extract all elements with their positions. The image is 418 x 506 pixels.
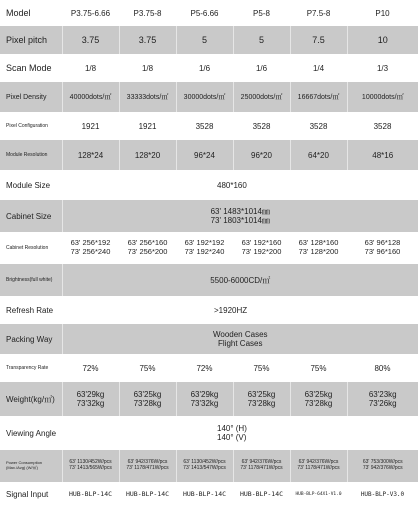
cell: 63' 256*160 73' 256*200 — [119, 232, 176, 264]
row-pixel-pitch — [0, 26, 418, 54]
cell: 1/4 — [290, 54, 347, 82]
row-model — [0, 0, 418, 26]
row-module-size — [0, 170, 418, 200]
row-label: Module Resolution — [0, 140, 62, 170]
cell: 63' 1130/452W/pcs 73' 1413/565W/pcs — [62, 450, 119, 482]
row-pixel-density — [0, 82, 418, 112]
cell: 5 — [176, 26, 233, 54]
model-cell: P3.75-8 — [119, 0, 176, 26]
cell: 63' 192*160 73' 192*200 — [233, 232, 290, 264]
row-weight — [0, 382, 418, 416]
model-cell: P3.75-6.66 — [62, 0, 119, 26]
row-label: Packing Way — [0, 324, 62, 354]
cell: 63' 942/376W/pcs 73' 1178/471W/pcs — [290, 450, 347, 482]
row-cabinet-size — [0, 200, 418, 232]
cell: HUB-BLP-14C — [62, 482, 119, 506]
cell: 63'29kg 73'32kg — [62, 382, 119, 416]
cell: 3.75 — [119, 26, 176, 54]
cell: 10000dots/㎡ — [347, 82, 418, 112]
cell: 63'25kg 73'28kg — [290, 382, 347, 416]
cell: 480*160 — [119, 170, 418, 200]
cell: 72% — [176, 354, 233, 382]
cell: 75% — [233, 354, 290, 382]
cell: 1/8 — [119, 54, 176, 82]
cell: 3528 — [233, 112, 290, 140]
cabinet-size-line: 73' 1803*1014㎜ — [63, 216, 418, 225]
cell: 10 — [347, 26, 418, 54]
cell — [119, 416, 418, 450]
cell — [62, 200, 418, 232]
cell: 75% — [290, 354, 347, 382]
model-cell: P7.5-8 — [290, 0, 347, 26]
cell: HUB-BLP-V3.0 — [347, 482, 418, 506]
cell: 63'25kg 73'28kg — [119, 382, 176, 416]
row-cabinet-resolution — [0, 232, 418, 264]
viewing-angle-line: 140° (H) — [217, 424, 418, 433]
cell: 75% — [119, 354, 176, 382]
cell: 3528 — [290, 112, 347, 140]
row-label: Signal Input — [0, 482, 62, 506]
row-scan-mode — [0, 54, 418, 82]
cell: 25000dots/㎡ — [233, 82, 290, 112]
cell: 40000dots/㎡ — [62, 82, 119, 112]
row-module-resolution — [0, 140, 418, 170]
cell: 63' 256*192 73' 256*240 — [62, 232, 119, 264]
cell: 7.5 — [290, 26, 347, 54]
cell: 1921 — [62, 112, 119, 140]
cell: 30000dots/㎡ — [176, 82, 233, 112]
row-label: Transparency Rate — [0, 354, 62, 382]
row-label: Pixel Configuration — [0, 112, 62, 140]
cell: 63'23kg 73'26kg — [347, 382, 418, 416]
row-label: Model — [0, 0, 62, 26]
packing-line: Flight Cases — [63, 339, 418, 348]
cell: 80% — [347, 354, 418, 382]
cell: 128*20 — [119, 140, 176, 170]
cell: 96*24 — [176, 140, 233, 170]
cell: 63' 96*128 73' 96*160 — [347, 232, 418, 264]
cell: 3.75 — [62, 26, 119, 54]
cell: 33333dots/㎡ — [119, 82, 176, 112]
row-label: Power Consumption (Max./Avg) (W/㎡) — [0, 450, 62, 482]
cell: 63' 128*160 73' 128*200 — [290, 232, 347, 264]
row-label: Brightness(full white) — [0, 264, 62, 296]
cell: 1/8 — [62, 54, 119, 82]
cell: HUB-BLP-14C — [176, 482, 233, 506]
cell: >1920HZ — [119, 296, 418, 324]
cell: 1/6 — [176, 54, 233, 82]
row-refresh-rate — [0, 296, 418, 324]
cell: 3528 — [347, 112, 418, 140]
cell: 63' 942/376W/pcs 73' 1178/471W/pcs — [119, 450, 176, 482]
cell: 1/6 — [233, 54, 290, 82]
cell: 16667dots/㎡ — [290, 82, 347, 112]
row-viewing-angle — [0, 416, 418, 450]
row-label: Module Size — [0, 170, 119, 200]
model-cell: P5-8 — [233, 0, 290, 26]
cell: 63'25kg 73'28kg — [233, 382, 290, 416]
row-label: Pixel pitch — [0, 26, 62, 54]
row-brightness — [0, 264, 418, 296]
cell: HUB-BLP-14C — [119, 482, 176, 506]
row-label: Cabinet Size — [0, 200, 62, 232]
cell: 63' 192*192 73' 192*240 — [176, 232, 233, 264]
cell: 72% — [62, 354, 119, 382]
cell: 5500-6000CD/㎡ — [62, 264, 418, 296]
cell: 1921 — [119, 112, 176, 140]
row-transparency-rate — [0, 354, 418, 382]
cabinet-size-line: 63' 1483*1014㎜ — [63, 207, 418, 216]
cell: 1/3 — [347, 54, 418, 82]
row-packing-way — [0, 324, 418, 354]
cell: 63' 753/300W/pcs 73' 942/376W/pcs — [347, 450, 418, 482]
cell: 63' 942/376W/pcs 73' 1178/471W/pcs — [233, 450, 290, 482]
cell: 3528 — [176, 112, 233, 140]
cell: HUB-BLP-64X1-V1.0 — [290, 482, 347, 506]
cell: 63' 1130/452W/pcs 73' 1413/547W/pcs — [176, 450, 233, 482]
cell — [62, 324, 418, 354]
cell: 96*20 — [233, 140, 290, 170]
row-label: Pixel Density — [0, 82, 62, 112]
packing-line: Wooden Cases — [63, 330, 418, 339]
row-label: Cabinet Resolution — [0, 232, 62, 264]
cell: HUB-BLP-14C — [233, 482, 290, 506]
cell: 64*20 — [290, 140, 347, 170]
viewing-angle-line: 140° (V) — [217, 433, 418, 442]
row-label: Refresh Rate — [0, 296, 119, 324]
model-cell: P10 — [347, 0, 418, 26]
model-cell: P5-6.66 — [176, 0, 233, 26]
cell: 48*16 — [347, 140, 418, 170]
row-label: Viewing Angle — [0, 416, 119, 450]
row-label: Weight(kg/㎡) — [0, 382, 62, 416]
row-pixel-configuration — [0, 112, 418, 140]
cell: 5 — [233, 26, 290, 54]
row-power-consumption — [0, 450, 418, 482]
row-signal-input — [0, 482, 418, 506]
cell: 63'29kg 73'32kg — [176, 382, 233, 416]
cell: 128*24 — [62, 140, 119, 170]
row-label: Scan Mode — [0, 54, 62, 82]
